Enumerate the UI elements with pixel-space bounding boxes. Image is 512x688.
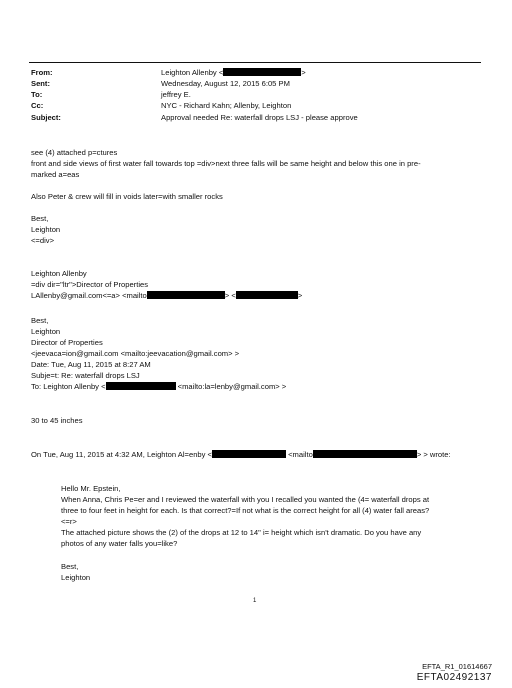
footer-ref-1: EFTA_R1_01614667 (422, 662, 492, 671)
body-line: Director of Properties (31, 338, 103, 347)
body-line: Also Peter & crew will fill in voids later=with smaller rocks (31, 192, 223, 201)
body-line: Subje=t: Re: waterfall drops LSJ (31, 371, 140, 380)
redaction-box (236, 291, 298, 299)
from-label: From: (31, 68, 53, 77)
body-line: <jeevaca=ion@gmail.com <mailto:jeevacation@gmail.com> > (31, 349, 240, 358)
cc-value: NYC - Richard Kahn; Allenby, Leighton (161, 101, 292, 110)
page-number: 1 (253, 598, 257, 604)
quote-line: When Anna, Chris Pe=er and I reviewed the waterfall with you I recalled you wanted the (4= waterfall drops at (61, 495, 430, 504)
body-line: marked a=eas (31, 170, 80, 179)
signature-name: Leighton Allenby (31, 269, 87, 278)
subject-value: Approval needed Re: waterfall drops LSJ - please approve (161, 113, 358, 122)
body-line: <=div> (31, 236, 55, 245)
body-line: Leighton (31, 225, 61, 234)
quote-line: three to four feet in height for each. Is that correct?=If not what is the correct height for all (4) water fall areas? (61, 506, 430, 515)
body-line: 30 to 45 inches (31, 416, 83, 425)
sent-value: Wednesday, August 12, 2015 6:05 PM (161, 79, 290, 88)
from-value: Leighton Allenby < > (161, 68, 306, 77)
body-line: Leighton (31, 327, 61, 336)
redaction-box (223, 68, 301, 76)
quote-line: Leighton (61, 573, 91, 582)
quote-intro: On Tue, Aug 11, 2015 at 4:32 AM, Leighton Al=enby < <mailto > > wrote: (31, 450, 451, 459)
quote-line: Best, (61, 562, 79, 571)
quote-line: The attached picture shows the (2) of the drops at 12 to 14" i= height which isn't dramatic. Do you have any (61, 528, 422, 537)
quote-line: Hello Mr. Epstein, (61, 484, 121, 493)
to-label: To: (31, 90, 43, 99)
quote-line: <=r> (61, 517, 77, 526)
body-line: To: Leighton Allenby < <mailto:la=lenby@gmail.com> > (31, 382, 287, 391)
redaction-box (212, 450, 286, 458)
header-top-rule (29, 62, 481, 63)
body-line: Best, (31, 214, 49, 223)
cc-label: Cc: (31, 101, 44, 110)
subject-label: Subject: (31, 113, 61, 122)
body-line: see (4) attached p=ctures (31, 148, 118, 157)
quote-line: photos of any water falls you=like? (61, 539, 178, 548)
redaction-box (313, 450, 417, 458)
body-line: front and side views of first water fall towards top =div>next three falls will be same height and below this one in pre- (31, 159, 421, 168)
sent-label: Sent: (31, 79, 50, 88)
footer-ref-2: EFTA02492137 (416, 672, 492, 683)
body-line: Best, (31, 316, 49, 325)
redaction-box (106, 382, 176, 390)
to-value: jeffrey E. (161, 90, 191, 99)
signature-title: =div dir="ltr">Director of Properties (31, 280, 149, 289)
signature-email: LAllenby@gmail.com<=a> <mailto > < > (31, 291, 303, 300)
body-line: Date: Tue, Aug 11, 2015 at 8:27 AM (31, 360, 151, 369)
redaction-box (147, 291, 225, 299)
